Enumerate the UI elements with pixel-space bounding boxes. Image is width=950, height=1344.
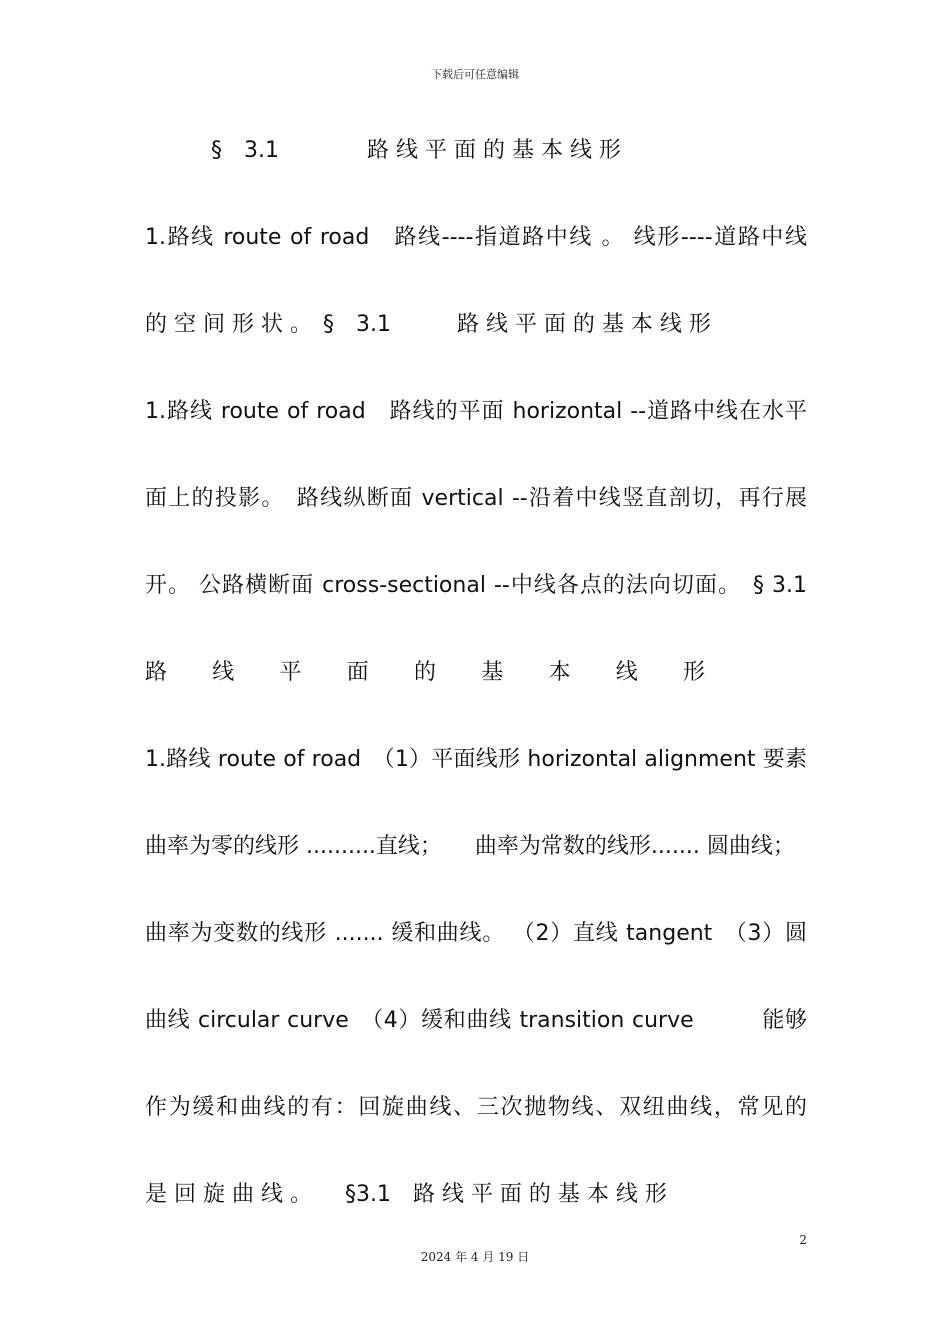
text-line-3: 的 空 间 形 状 。 § 3.1 路 线 平 面 的 基 本 线 形 (145, 312, 711, 337)
text-line-11: 曲线 circular curve （4）缓和曲线 transition curve 能够 (145, 1008, 807, 1033)
text-line-8: 1.路线 route of road （1）平面线形 horizontal alignment 要素 (145, 747, 807, 772)
page-header: 下载后可任意编辑 (431, 68, 519, 81)
text-line-6: 开。 公路横断面 cross-sectional --中线各点的法向切面。 § 3.1 (145, 573, 807, 598)
text-line-9: 曲率为零的线形 ..........直线； 曲率为常数的线形....... 圆曲线； (145, 834, 795, 859)
text-line-2: 1.路线 route of road 路线----指道路中线 。 线形----道路中线 (145, 225, 807, 250)
text-line-5: 面上的投影。 路线纵断面 vertical --沿着中线竖直剖切，再行展 (145, 486, 807, 511)
footer-date: 2024 年 4 月 19 日 (420, 1250, 530, 1264)
text-line-7: 路 线 平 面 的 基 本 线 形 (145, 660, 705, 685)
text-line-12: 作为缓和曲线的有：回旋曲线、三次抛物线、双纽曲线，常见的 (145, 1095, 807, 1120)
text-line-13: 是 回 旋 曲 线 。 §3.1 路 线 平 面 的 基 本 线 形 (145, 1182, 667, 1207)
page-number: 2 (799, 1233, 807, 1247)
text-line-4: 1.路线 route of road 路线的平面 horizontal --道路中线在水平 (145, 399, 807, 424)
text-line-1: § 3.1 路 线 平 面 的 基 本 线 形 (189, 138, 621, 163)
text-line-10: 曲率为变数的线形 ....... 缓和曲线。 （2）直线 tangent （3）圆 (145, 921, 807, 946)
